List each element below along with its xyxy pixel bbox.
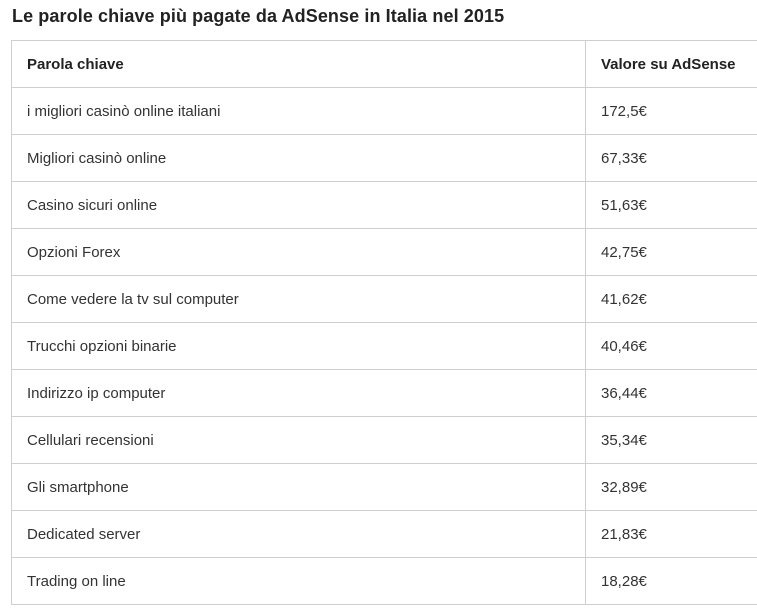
value-cell: 35,34€	[586, 417, 757, 464]
table-row	[12, 464, 757, 511]
page-title: Le parole chiave più pagate da AdSense in Italia nel 2015	[12, 6, 505, 26]
value-cell: 67,33€	[586, 135, 757, 182]
table-header	[12, 41, 757, 88]
value-cell: 32,89€	[586, 464, 757, 511]
table-row	[12, 417, 757, 464]
keyword-cell: Cellulari recensioni	[12, 417, 586, 464]
keyword-cell: Come vedere la tv sul computer	[12, 276, 586, 323]
value-cell: 172,5€	[586, 88, 757, 135]
value-cell: 51,63€	[586, 182, 757, 229]
column-header-value: Valore su AdSense	[586, 41, 757, 88]
keyword-cell: i migliori casinò online italiani	[12, 88, 586, 135]
header-row	[12, 41, 757, 88]
keyword-cell: Trading on line	[12, 558, 586, 605]
keyword-cell: Trucchi opzioni binarie	[12, 323, 586, 370]
keyword-cell: Casino sicuri online	[12, 182, 586, 229]
keyword-cell: Opzioni Forex	[12, 229, 586, 276]
table-row	[12, 323, 757, 370]
value-cell: 42,75€	[586, 229, 757, 276]
keyword-table-container	[11, 40, 757, 605]
table-body	[12, 88, 757, 605]
keyword-cell: Gli smartphone	[12, 464, 586, 511]
value-cell: 18,28€	[586, 558, 757, 605]
value-cell: 21,83€	[586, 511, 757, 558]
keyword-cell: Dedicated server	[12, 511, 586, 558]
value-cell: 36,44€	[586, 370, 757, 417]
table-row	[12, 276, 757, 323]
table-row	[12, 182, 757, 229]
value-cell: 40,46€	[586, 323, 757, 370]
table-row	[12, 558, 757, 605]
column-header-keyword: Parola chiave	[12, 41, 586, 88]
table-row	[12, 135, 757, 182]
value-cell: 41,62€	[586, 276, 757, 323]
keyword-cell: Migliori casinò online	[12, 135, 586, 182]
table-row	[12, 511, 757, 558]
table-row	[12, 229, 757, 276]
table-row	[12, 88, 757, 135]
keyword-cell: Indirizzo ip computer	[12, 370, 586, 417]
table-row	[12, 370, 757, 417]
keyword-table	[11, 40, 757, 605]
